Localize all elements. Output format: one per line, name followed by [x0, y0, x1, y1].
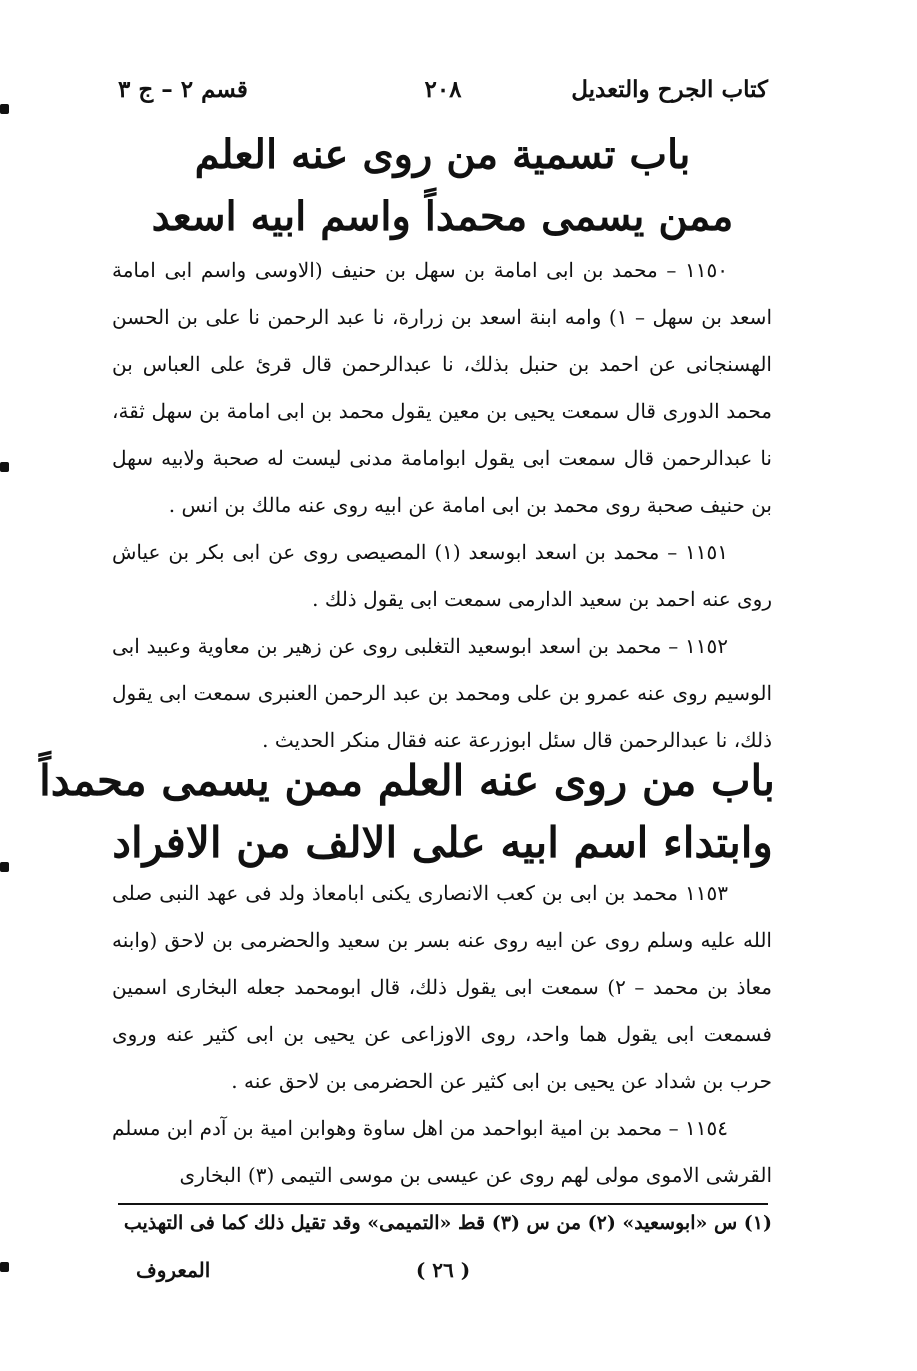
entry-1150: ١١٥٠ – محمد بن ابى امامة بن سهل بن حنيف (الاوسى واسم ابى امامة اسعد بن سهل – ١) وامه ابنة اسعد بن زرارة، نا عبد الرحمن نا على بن الحسن الهسنجانى عن احمد بن حنبل بذلك، نا عبدالرحمن قال قرئ على العباس بن محمد الدورى قال سمعت يحيى بن معين يقول محمد بن ابى امامة بن سهل ثقة، نا عبدالرحمن قال سمعت ابى يقول ابوامامة مدنى ليست له صحبة ولابيه سهل بن حنيف صحبة روى محمد بن ابى امامة عن ابيه روى عنه مالك بن انس .	[112, 258, 772, 517]
chapter-heading-line: ممن يسمى محمداً واسم ابيه اسعد	[151, 193, 734, 240]
footnotes: (١) س «ابوسعيد» (٢) من س (٣) قط «التميمى» وقد تقيل ذلك كما فى التهذيب	[123, 1212, 772, 1234]
footnote-divider	[118, 1203, 768, 1205]
entry-1153: ١١٥٣ محمد بن ابى بن كعب الانصارى يكنى ابامعاذ ولد فى عهد النبى صلى الله عليه وسلم روى عن ابيه روى عنه بسر بن سعيد والحضرمى بن لاحق (وابنه معاذ بن محمد – ٢) سمعت ابى يقول ذلك، قال ابومحمد جعله البخارى اسمين فسمعت ابى يقول هما واحد، روى الاوزاعى عن يحيى بن ابى كثير عنه وروى حرب بن شداد عن يحيى بن ابى كثير عن الحضرمى بن لاحق عنه .	[112, 881, 772, 1093]
entry-1152: ١١٥٢ – محمد بن اسعد ابوسعيد التغلبى روى عن زهير بن معاوية وعبيد ابى الوسيم روى عنه عمرو بن على ومحمد بن عبد الرحمن العنبرى سمعت ابى يقول ذلك، نا عبدالرحمن قال سئل ابوزرعة عنه فقال منكر الحديث .	[112, 634, 772, 752]
chapter-heading-line: وابتداء اسم ابيه على الالف من الافراد	[112, 818, 773, 867]
part-volume: قسم ٢ – ج ٣	[118, 76, 248, 103]
scan-mark	[0, 1262, 9, 1272]
chapter-heading-line: باب من روى عنه العلم ممن يسمى محمداً	[39, 756, 775, 805]
entries-block	[112, 870, 772, 1199]
entries-block	[112, 247, 772, 764]
page-footer	[118, 1258, 768, 1292]
entry-1154: ١١٥٤ – محمد بن امية ابواحمد من اهل ساوة وهوابن امية بن آدم ابن مسلم القرشى الاموى مولى لهم روى عن عيسى بن موسى التيمى (٣) البخارى	[112, 1116, 772, 1187]
chapter-heading	[39, 750, 775, 874]
page-number: ٢٠٨	[424, 76, 462, 103]
book-title: كتاب الجرح والتعديل	[571, 76, 768, 103]
chapter-heading	[110, 124, 775, 248]
signature-mark: ( ٢٦ )	[415, 1258, 471, 1282]
scan-mark	[0, 104, 9, 114]
entry-1151: ١١٥١ – محمد بن اسعد ابوسعد (١) المصيصى روى عن ابى بكر بن عياش روى عنه احمد بن سعيد الدارمى سمعت ابى يقول ذلك .	[112, 540, 772, 611]
scan-mark	[0, 462, 9, 472]
catchword: المعروف	[136, 1258, 211, 1282]
chapter-heading-line: باب تسمية من روى عنه العلم	[194, 131, 691, 178]
scan-mark	[0, 862, 9, 872]
running-header	[118, 76, 768, 114]
